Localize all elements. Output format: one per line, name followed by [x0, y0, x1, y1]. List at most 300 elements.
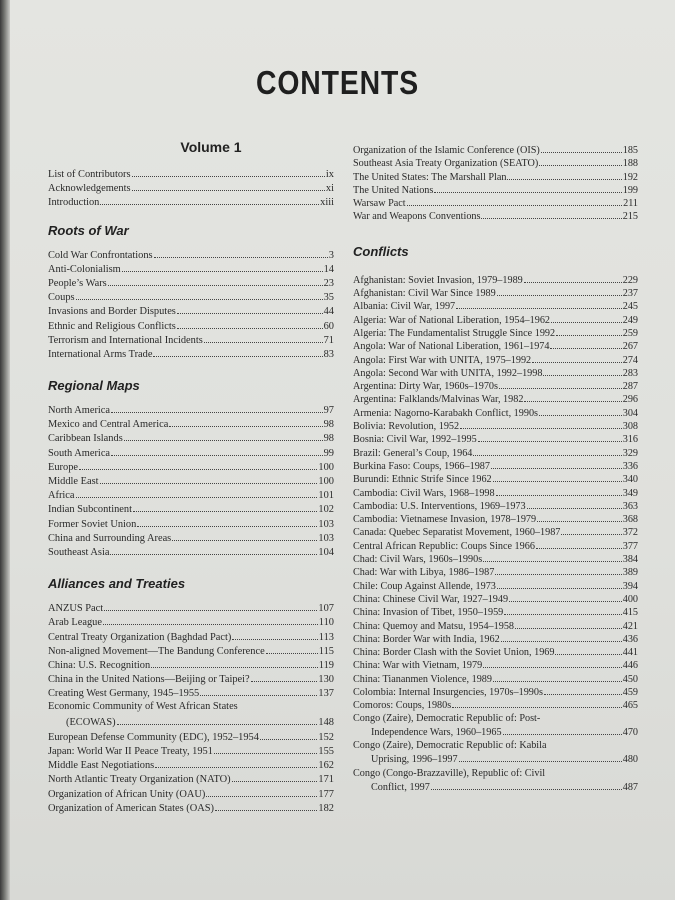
toc-entry: [353, 592, 638, 605]
dot-leader: [544, 685, 622, 695]
dot-leader: [524, 392, 621, 402]
toc-entry: [353, 645, 638, 658]
entry-title-line2: Conflict, 1997: [371, 782, 430, 794]
toc-entry: [353, 209, 638, 222]
dot-leader: [456, 299, 622, 309]
dot-leader: [133, 502, 317, 512]
entry-title: Argentina: Falklands/Malvinas War, 1982: [353, 394, 524, 406]
dot-leader: [493, 472, 622, 482]
entry-page-number: 100: [318, 476, 334, 487]
front-matter-list: [48, 167, 334, 210]
entry-page-number: 103: [318, 532, 334, 544]
entry-page-number: 35: [323, 292, 334, 304]
entry-page-number: 400: [622, 593, 638, 605]
dot-leader: [497, 579, 622, 589]
entry-title-line2: (ECOWAS): [66, 716, 116, 728]
toc-entry: [48, 276, 334, 290]
entry-title: Congo (Zaire), Democratic Republic of: Post-: [353, 712, 541, 724]
entry-page-number: 3: [328, 249, 334, 261]
toc-entry: [353, 286, 638, 299]
toc-entry: [353, 698, 638, 711]
entry-title: Congo (Zaire), Democratic Republic of: Kabila: [353, 740, 547, 752]
dot-leader: [124, 431, 323, 441]
toc-entry: [353, 392, 638, 405]
dot-leader: [110, 545, 317, 555]
toc-entry: [48, 758, 334, 772]
entry-title: Former Soviet Union: [48, 518, 137, 530]
entry-title: China and Surrounding Areas: [48, 532, 172, 544]
dot-leader: [153, 347, 322, 357]
entry-title: China: Quemoy and Matsu, 1954–1958: [353, 620, 515, 632]
dot-leader: [493, 672, 622, 682]
dot-leader: [154, 248, 328, 258]
dot-leader: [537, 512, 622, 522]
toc-entry: [353, 685, 638, 698]
section-heading-conflicts: Conflicts: [353, 243, 409, 259]
dot-leader: [496, 486, 622, 496]
toc-entry: [353, 472, 638, 485]
toc-entry: [48, 248, 334, 262]
dot-leader: [434, 183, 621, 193]
entry-page-number: 83: [323, 348, 334, 360]
entry-title: Europe: [48, 461, 79, 473]
toc-entry: [48, 262, 334, 276]
entry-page-number: 14: [323, 263, 334, 275]
entry-title: International Arms Trade: [48, 348, 153, 360]
toc-entry: [353, 486, 638, 499]
entry-title: Chad: Civil Wars, 1960s–1990s: [353, 554, 483, 566]
entry-title-line2: Uprising, 1996–1997: [371, 754, 458, 766]
entry-title: Indian Subcontinent: [48, 504, 132, 516]
entry-page-number: 287: [622, 381, 638, 393]
dot-leader: [117, 715, 318, 725]
entry-page-number: 283: [622, 367, 638, 379]
entry-title-continued: [353, 780, 638, 794]
entry-page-number: 137: [318, 688, 334, 700]
dot-leader: [251, 672, 318, 682]
entry-title-continued: [48, 715, 334, 730]
page-title: CONTENTS: [256, 64, 419, 101]
dot-leader: [556, 326, 622, 336]
roots-of-war-list: [48, 248, 334, 362]
entry-page-number: 115: [318, 645, 334, 657]
toc-entry: [48, 772, 334, 786]
entry-page-number: 199: [622, 184, 638, 196]
entry-title: Afghanistan: Civil War Since 1989: [353, 288, 496, 300]
entry-title: Terrorism and International Incidents: [48, 334, 203, 346]
dot-leader: [495, 565, 621, 575]
toc-entry: [353, 353, 638, 366]
toc-entry: [353, 672, 638, 685]
dot-leader: [509, 592, 622, 602]
entry-title: China: Invasion of Tibet, 1950–1959: [353, 607, 504, 619]
entry-page-number: 377: [622, 540, 638, 552]
toc-entry: [353, 767, 638, 795]
entry-title: Burundi: Ethnic Strife Since 1962: [353, 474, 492, 486]
entry-page-number: 148: [318, 716, 334, 728]
toc-entry: [353, 552, 638, 565]
dot-leader: [539, 406, 622, 416]
entry-title: Angola: War of National Liberation, 1961–1974: [353, 341, 550, 353]
entry-title: Central Treaty Organization (Baghdad Pact): [48, 631, 232, 643]
entry-page-number: 113: [318, 631, 334, 643]
entry-page-number: 237: [622, 288, 638, 300]
dot-leader: [499, 379, 622, 389]
entry-page-number: 107: [318, 603, 334, 615]
entry-title: Canada: Quebec Separatist Movement, 1960–1987: [353, 527, 561, 539]
dot-leader: [431, 780, 622, 790]
toc-entry: [353, 273, 638, 286]
entry-page-number: 450: [622, 673, 638, 685]
entry-page-number: 215: [622, 211, 638, 223]
dot-leader: [200, 686, 317, 696]
entry-page-number: 487: [622, 782, 638, 794]
entry-page-number: 104: [318, 546, 334, 558]
entry-title: Middle East: [48, 476, 99, 487]
entry-page-number: 340: [622, 474, 638, 486]
entry-page-number: 363: [622, 500, 638, 512]
entry-page-number: 259: [622, 327, 638, 339]
entry-page-number: 296: [622, 394, 638, 406]
entry-page-number: 99: [323, 447, 334, 459]
toc-entry: [353, 339, 638, 352]
toc-entry: [353, 366, 638, 379]
entry-title: Albania: Civil War, 1997: [353, 301, 456, 313]
toc-entry: [48, 700, 334, 729]
toc-entry: [353, 539, 638, 552]
entry-title: China: Border Clash with the Soviet Union, 1969: [353, 647, 555, 659]
toc-entry: [48, 304, 334, 318]
entry-page-number: 155: [318, 746, 334, 758]
entry-title: Mexico and Central America: [48, 419, 169, 431]
toc-entry: [353, 156, 638, 169]
toc-entry: [353, 143, 638, 156]
entry-page-number: 316: [622, 434, 638, 446]
toc-entry: [353, 419, 638, 432]
entry-page-number: 229: [622, 274, 638, 286]
entry-title: Caribbean Islands: [48, 433, 123, 445]
toc-entry: [48, 474, 334, 488]
toc-entry: [353, 379, 638, 392]
toc-entry: [48, 446, 334, 460]
dot-leader: [132, 167, 325, 177]
toc-entry: [48, 167, 334, 181]
entry-page-number: 336: [622, 460, 638, 472]
entry-page-number: 267: [622, 341, 638, 353]
entry-title: Acknowledgements: [48, 183, 131, 195]
dot-leader: [543, 366, 621, 376]
entry-page-number: 384: [622, 554, 638, 566]
entry-title: Angola: Second War with UNITA, 1992–1998: [353, 367, 543, 379]
toc-entry: [353, 619, 638, 632]
toc-entry: [48, 672, 334, 686]
entry-page-number: 98: [323, 419, 334, 431]
dot-leader: [122, 262, 323, 272]
dot-leader: [100, 474, 318, 484]
entry-title: Bosnia: Civil War, 1992–1995: [353, 434, 477, 446]
entry-page-number: 101: [318, 490, 334, 502]
toc-entry: [353, 499, 638, 512]
dot-leader: [76, 290, 323, 300]
entry-title: Afghanistan: Soviet Invasion, 1979–1989: [353, 274, 523, 286]
toc-entry: [353, 459, 638, 472]
alliances-list: [48, 601, 334, 815]
dot-leader: [103, 615, 318, 625]
conflicts-list: [353, 273, 638, 795]
dot-leader: [483, 658, 622, 668]
entry-page-number: 162: [318, 760, 334, 772]
entry-page-number: 446: [622, 660, 638, 672]
entry-page-number: xi: [325, 183, 334, 195]
dot-leader: [76, 488, 318, 498]
toc-entry: [48, 460, 334, 474]
dot-leader: [527, 499, 622, 509]
toc-entry: [48, 319, 334, 333]
entry-title: Ethnic and Religious Conflicts: [48, 320, 176, 332]
entry-title: Comoros: Coups, 1980s: [353, 700, 452, 712]
toc-entry: [48, 658, 334, 672]
toc-entry: [48, 744, 334, 758]
entry-title: China in the United Nations—Beijing or Taipei?: [48, 674, 250, 686]
dot-leader: [536, 539, 622, 549]
toc-entry: [48, 517, 334, 531]
toc-entry: [353, 170, 638, 183]
entry-title: North Atlantic Treaty Organization (NATO): [48, 774, 231, 786]
toc-entry: [48, 181, 334, 195]
entry-page-number: 119: [318, 659, 334, 671]
entry-title: The United States: The Marshall Plan: [353, 171, 507, 183]
entry-page-number: 188: [622, 158, 638, 170]
dot-leader: [206, 787, 317, 797]
entry-page-number: 459: [622, 686, 638, 698]
toc-entry: [353, 658, 638, 671]
dot-leader: [497, 286, 622, 296]
entry-title: Cambodia: Civil Wars, 1968–1998: [353, 487, 495, 499]
entry-title: Argentina: Dirty War, 1960s–1970s: [353, 381, 498, 393]
dot-leader: [204, 333, 323, 343]
entry-title: Chad: War with Libya, 1986–1987: [353, 567, 495, 579]
dot-leader: [108, 276, 323, 286]
dot-leader: [491, 459, 622, 469]
dot-leader: [483, 552, 622, 562]
toc-entry: [48, 488, 334, 502]
dot-leader: [214, 744, 317, 754]
entry-page-number: 349: [622, 487, 638, 499]
entry-page-number: 389: [622, 567, 638, 579]
toc-entry: [353, 406, 638, 419]
entry-page-number: 97: [323, 405, 334, 417]
entry-title: Algeria: The Fundamentalist Struggle Since 1992: [353, 327, 556, 339]
entry-title: List of Contributors: [48, 169, 131, 180]
entry-page-number: 368: [622, 514, 638, 526]
entry-title: South America: [48, 447, 111, 459]
dot-leader: [473, 446, 621, 456]
dot-leader: [79, 460, 317, 470]
dot-leader: [515, 619, 622, 629]
entry-page-number: 308: [622, 421, 638, 433]
entry-page-number: 182: [318, 802, 334, 814]
entry-title: Organization of the Islamic Conference (OIS): [353, 145, 540, 156]
entry-page-number: 249: [622, 314, 638, 326]
toc-entry: [48, 615, 334, 629]
entry-title: Southeast Asia: [48, 546, 110, 558]
entry-title: Anti-Colonialism: [48, 263, 121, 275]
toc-entry: [48, 686, 334, 700]
entry-title: North America: [48, 405, 111, 417]
toc-entry: [353, 183, 638, 196]
entry-page-number: 465: [622, 700, 638, 712]
entry-page-number: 304: [622, 407, 638, 419]
section-heading-regional-maps: Regional Maps: [48, 378, 140, 394]
toc-entry: [48, 347, 334, 361]
toc-entry: [353, 326, 638, 339]
dot-leader: [260, 730, 317, 740]
toc-entry: [48, 431, 334, 445]
entry-title: Burkina Faso: Coups, 1966–1987: [353, 460, 490, 472]
entry-title: ANZUS Pact: [48, 603, 104, 615]
entry-page-number: 421: [622, 620, 638, 632]
entry-title: China: Border War with India, 1962: [353, 633, 500, 645]
entry-page-number: 98: [323, 433, 334, 445]
dot-leader: [503, 725, 622, 735]
dot-leader: [155, 758, 317, 768]
section-heading-roots: Roots of War: [48, 222, 129, 238]
toc-entry: [353, 739, 638, 767]
dot-leader: [460, 419, 622, 429]
toc-entry: [48, 730, 334, 744]
entry-title: War and Weapons Conventions: [353, 211, 481, 223]
toc-entry: [353, 712, 638, 740]
entry-title: Middle East Negotiations: [48, 760, 155, 772]
entry-title: China: Chinese Civil War, 1927–1949: [353, 593, 509, 605]
dot-leader: [501, 632, 622, 642]
entry-title: Organization of American States (OAS): [48, 802, 215, 814]
toc-entry: [353, 605, 638, 618]
entry-page-number: 372: [622, 527, 638, 539]
entry-page-number: 441: [622, 647, 638, 659]
toc-entry: [353, 525, 638, 538]
dot-leader: [541, 143, 622, 153]
entry-title: China: War with Vietnam, 1979: [353, 660, 483, 672]
entry-page-number: 71: [323, 334, 334, 346]
entry-title: Coups: [48, 292, 75, 304]
entry-page-number: 103: [318, 518, 334, 530]
entry-page-number: 415: [622, 607, 638, 619]
alliances-continued-list: [353, 143, 638, 223]
entry-page-number: 44: [323, 306, 334, 318]
dot-leader: [452, 698, 622, 708]
entry-page-number: 177: [318, 788, 334, 800]
toc-entry: [353, 565, 638, 578]
dot-leader: [111, 446, 323, 456]
toc-entry: [353, 313, 638, 326]
toc-entry: [48, 333, 334, 347]
entry-title: Armenia: Nagorno-Karabakh Conflict, 1990s: [353, 407, 539, 419]
dot-leader: [215, 801, 317, 811]
entry-page-number: 480: [622, 754, 638, 766]
dot-leader: [539, 156, 621, 166]
entry-page-number: ix: [325, 169, 334, 180]
book-spine-shadow: [0, 0, 10, 900]
toc-entry: [48, 601, 334, 615]
entry-title: Central African Republic: Coups Since 1966: [353, 540, 535, 552]
toc-entry: [48, 644, 334, 658]
dot-leader: [111, 403, 323, 413]
entry-title: Cambodia: Vietnamese Invasion, 1978–1979: [353, 514, 537, 526]
toc-entry: [353, 579, 638, 592]
toc-entry: [48, 403, 334, 417]
regional-maps-list: [48, 403, 334, 559]
entry-page-number: xiii: [320, 197, 334, 209]
toc-entry: [353, 196, 638, 209]
entry-title: Algeria: War of National Liberation, 1954–1962: [353, 314, 551, 326]
entry-title: Japan: World War II Peace Treaty, 1951: [48, 746, 213, 758]
right-column: [353, 143, 638, 794]
toc-entry: [48, 290, 334, 304]
toc-entry: [353, 446, 638, 459]
entry-title: Bolivia: Revolution, 1952: [353, 421, 460, 433]
dot-leader: [137, 517, 317, 527]
entry-title: Chile: Coup Against Allende, 1973: [353, 580, 496, 592]
entry-page-number: 171: [318, 774, 334, 786]
entry-title: Africa: [48, 490, 75, 502]
left-column: [48, 137, 334, 815]
entry-title: Angola: First War with UNITA, 1975–1992: [353, 354, 532, 366]
entry-page-number: 185: [622, 145, 638, 156]
entry-title-continued: [353, 752, 638, 766]
dot-leader: [104, 601, 317, 611]
dot-leader: [478, 432, 622, 442]
toc-entry: [353, 432, 638, 445]
entry-title: Brazil: General’s Coup, 1964: [353, 447, 473, 459]
toc-entry: [48, 630, 334, 644]
toc-entry: [353, 512, 638, 525]
entry-title: European Defense Community (EDC), 1952–1954: [48, 731, 259, 743]
toc-entry: [353, 299, 638, 312]
entry-page-number: 436: [622, 633, 638, 645]
dot-leader: [507, 170, 621, 180]
entry-title-continued: [353, 725, 638, 739]
toc-entry: [48, 545, 334, 559]
entry-page-number: 192: [622, 171, 638, 183]
dot-leader: [555, 645, 621, 655]
entry-title-line2: Independence Wars, 1960–1965: [371, 726, 502, 738]
toc-entry: [48, 531, 334, 545]
dot-leader: [151, 658, 318, 668]
dot-leader: [550, 339, 621, 349]
entry-title: Southeast Asia Treaty Organization (SEATO): [353, 158, 539, 170]
dot-leader: [551, 313, 622, 323]
entry-title: Invasions and Border Disputes: [48, 306, 176, 318]
dot-leader: [266, 644, 318, 654]
entry-page-number: 110: [318, 617, 334, 629]
dot-leader: [561, 525, 621, 535]
dot-leader: [504, 605, 621, 615]
entry-title: Warsaw Pact: [353, 198, 406, 210]
entry-title: China: U.S. Recognition: [48, 659, 151, 671]
toc-entry: [48, 787, 334, 801]
entry-title: Cambodia: U.S. Interventions, 1969–1973: [353, 500, 526, 512]
entry-title: People’s Wars: [48, 277, 107, 289]
toc-entry: [48, 502, 334, 516]
dot-leader: [177, 319, 323, 329]
entry-page-number: 211: [623, 198, 638, 210]
toc-entry: [48, 195, 334, 209]
entry-page-number: 100: [318, 461, 334, 473]
entry-title: The United Nations: [353, 184, 434, 196]
toc-entry: [48, 417, 334, 431]
entry-page-number: 60: [323, 320, 334, 332]
